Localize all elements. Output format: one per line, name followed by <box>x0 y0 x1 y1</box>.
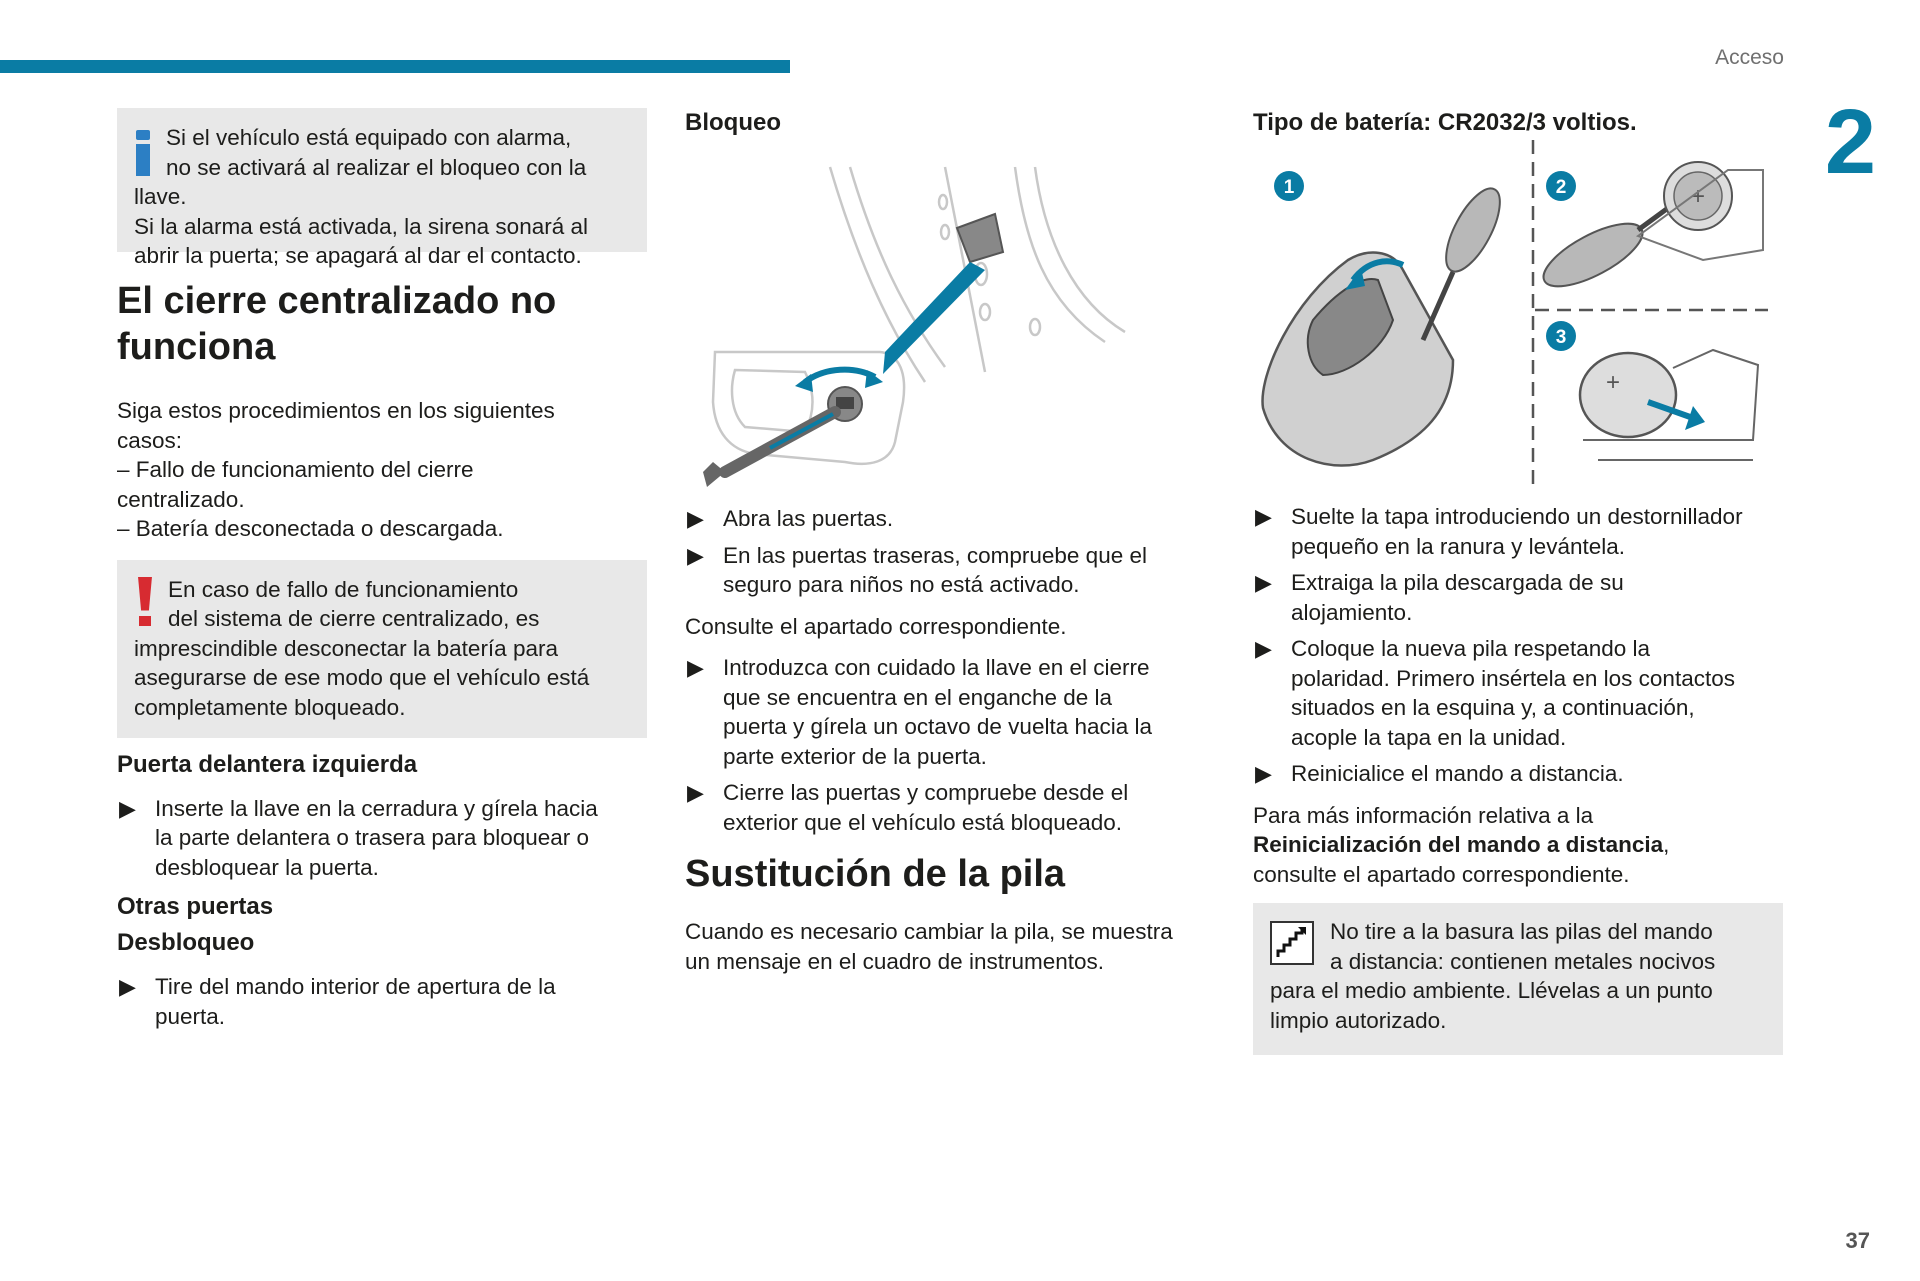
bullet-item <box>1253 759 1783 789</box>
zoom-pointer-shape <box>883 262 985 374</box>
bullet-line: En las puertas traseras, compruebe que el <box>723 542 1147 568</box>
more-info-paragraph <box>1253 801 1783 890</box>
bullet-line: situados en la esquina y, a continuación, <box>1291 695 1695 720</box>
bullet-item <box>685 504 1225 534</box>
bullet-line: acople la tapa en la unidad. <box>1291 724 1567 750</box>
screwdriver-shape <box>1423 181 1510 340</box>
intro-paragraph <box>117 396 647 544</box>
bullet-item <box>685 541 1225 600</box>
recycle-line: limpio autorizado. <box>1270 1007 1447 1033</box>
battery-intro-line: un mensaje en el cuadro de instrumentos. <box>685 948 1104 974</box>
reset-remote-link-text: Reinicialización del mando a distancia <box>1253 832 1664 857</box>
bullet-arrow-icon: ▶ <box>1255 761 1272 786</box>
recycle-line: a distancia: contienen metales nocivos <box>1330 948 1716 974</box>
warning-box <box>117 560 647 738</box>
svg-text:2: 2 <box>1555 177 1567 198</box>
column-left <box>117 108 647 1031</box>
section-label: Acceso <box>1715 46 1784 69</box>
unlock-title: Desbloqueo <box>117 929 255 956</box>
svg-text:+: + <box>1605 369 1621 396</box>
coin-battery-shape <box>1664 162 1732 230</box>
info-text-line: no se activará al realizar el bloqueo con la <box>166 154 587 180</box>
info-text-line: abrir la puerta; se apagará al dar el contacto. <box>134 243 582 268</box>
bullet-line: puerta. <box>155 1003 226 1029</box>
battery-intro-line: Cuando es necesario cambiar la pila, se muestra <box>685 919 1173 944</box>
info-icon <box>134 130 156 178</box>
intro-line: – Fallo de funcionamiento del cierre <box>117 457 474 482</box>
bullet-item <box>117 794 647 883</box>
step-badge-2 <box>1546 171 1576 201</box>
info-text-line: Si la alarma está activada, la sirena sonará al <box>134 213 588 239</box>
bullet-line: Abra las puertas. <box>723 506 894 531</box>
door-lock-illustration <box>685 142 1185 492</box>
bullet-arrow-icon: ▶ <box>1255 570 1272 595</box>
bullet-line: Tire del mando interior de apertura de la <box>155 974 556 999</box>
more-info-line <box>1253 830 1783 860</box>
bullet-item <box>1253 634 1783 752</box>
bullet-line: la parte delantera o trasera para bloquear o <box>155 825 590 850</box>
bullet-line: alojamiento. <box>1291 599 1413 625</box>
bullet-line: puerta y gírela un octavo de vuelta hacia la <box>723 714 1153 739</box>
column-middle <box>685 108 1225 976</box>
section-title-line: funciona <box>117 326 276 368</box>
intro-line: centralizado. <box>117 486 245 512</box>
bullet-arrow-icon: ▶ <box>119 974 136 999</box>
bullet-item <box>1253 502 1783 561</box>
other-doors-title: Otras puertas <box>117 893 274 920</box>
warning-icon <box>134 577 158 629</box>
bullet-line: parte exterior de la puerta. <box>723 743 987 769</box>
bullet-arrow-icon: ▶ <box>1255 636 1272 661</box>
warning-line: completamente bloqueado. <box>134 694 406 720</box>
intro-line: Siga estos procedimientos en los siguientes <box>117 398 555 423</box>
bullet-arrow-icon: ▶ <box>687 655 704 680</box>
battery-intro <box>685 917 1225 976</box>
warning-line: imprescindible desconectar la batería para <box>134 635 558 661</box>
lock-title: Bloqueo <box>685 109 781 136</box>
intro-line: casos: <box>117 427 183 453</box>
section-title <box>117 278 647 370</box>
recycle-box <box>1253 903 1783 1055</box>
warning-line: del sistema de cierre centralizado, es <box>168 606 540 631</box>
screwdriver-shape <box>1535 208 1668 298</box>
bullet-line: desbloquear la puerta. <box>155 854 379 880</box>
page-number: 37 <box>1845 1228 1870 1253</box>
bullet-item <box>685 653 1225 771</box>
info-text-line: Si el vehículo está equipado con alarma, <box>166 125 572 150</box>
bullet-arrow-icon: ▶ <box>687 506 704 531</box>
bullet-arrow-icon: ▶ <box>119 795 136 821</box>
info-text-line: llave. <box>134 184 187 209</box>
alarm-info-box <box>117 108 647 268</box>
punctuation: , <box>1663 832 1670 857</box>
battery-section-title: Sustitución de la pila <box>685 853 1066 895</box>
column-right <box>1253 108 1783 1055</box>
bullet-item <box>685 778 1225 837</box>
more-info-line: Para más información relativa a la <box>1253 802 1594 828</box>
bullet-line: Coloque la nueva pila respetando la <box>1291 636 1651 661</box>
header-accent-bar <box>0 60 790 73</box>
step-badge-1 <box>1274 171 1304 201</box>
more-info-line: consulte el apartado correspondiente. <box>1253 861 1630 887</box>
battery-type-title: Tipo de batería: CR2032/3 voltios. <box>1253 109 1637 136</box>
step-badge-3 <box>1546 321 1576 351</box>
intro-line: – Batería desconectada o descargada. <box>117 516 504 541</box>
warning-line: En caso de fallo de funcionamiento <box>168 576 519 602</box>
bullet-arrow-icon: ▶ <box>1255 504 1272 529</box>
chapter-number: 2 <box>1824 91 1876 193</box>
consult-text: Consulte el apartado correspondiente. <box>685 613 1067 639</box>
svg-text:1: 1 <box>1283 177 1295 198</box>
bullet-item <box>117 972 647 1031</box>
bullet-line: Cierre las puertas y compruebe desde el <box>723 780 1129 805</box>
bullet-line: Reinicialice el mando a distancia. <box>1291 761 1624 786</box>
recycle-line: para el medio ambiente. Llévelas a un punto <box>1270 978 1713 1003</box>
bullet-item <box>1253 568 1783 627</box>
bullet-line: polaridad. Primero insértela en los contactos <box>1291 665 1735 691</box>
front-left-door-title: Puerta delantera izquierda <box>117 750 418 778</box>
svg-text:+: + <box>1690 183 1706 210</box>
bullet-line: exterior que el vehículo está bloqueado. <box>723 809 1123 835</box>
battery-replacement-illustration <box>1253 140 1773 488</box>
door-latch-shape <box>957 214 1003 262</box>
bullet-line: Introduzca con cuidado la llave en el cierre <box>723 655 1150 680</box>
recycle-line: No tire a la basura las pilas del mando <box>1330 919 1713 944</box>
bullet-line: Suelte la tapa introduciendo un destornillador <box>1291 504 1743 529</box>
bullet-arrow-icon: ▶ <box>687 780 704 805</box>
bullet-line: Inserte la llave en la cerradura y gírela hacia <box>155 795 598 821</box>
recycle-icon <box>1270 921 1314 965</box>
bullet-line: pequeño en la ranura y levántela. <box>1291 533 1625 559</box>
svg-text:3: 3 <box>1555 327 1567 348</box>
section-title-line: El cierre centralizado no <box>117 280 557 322</box>
rotate-arrow-icon <box>805 370 875 382</box>
bullet-line: que se encuentra en el enganche de la <box>723 684 1113 710</box>
bullet-line: Extraiga la pila descargada de su <box>1291 570 1624 595</box>
warning-line: asegurarse de ese modo que el vehículo está <box>134 665 590 690</box>
coin-battery-shape <box>1580 353 1676 437</box>
bullet-arrow-icon: ▶ <box>687 542 704 568</box>
bullet-line: seguro para niños no está activado. <box>723 572 1080 597</box>
